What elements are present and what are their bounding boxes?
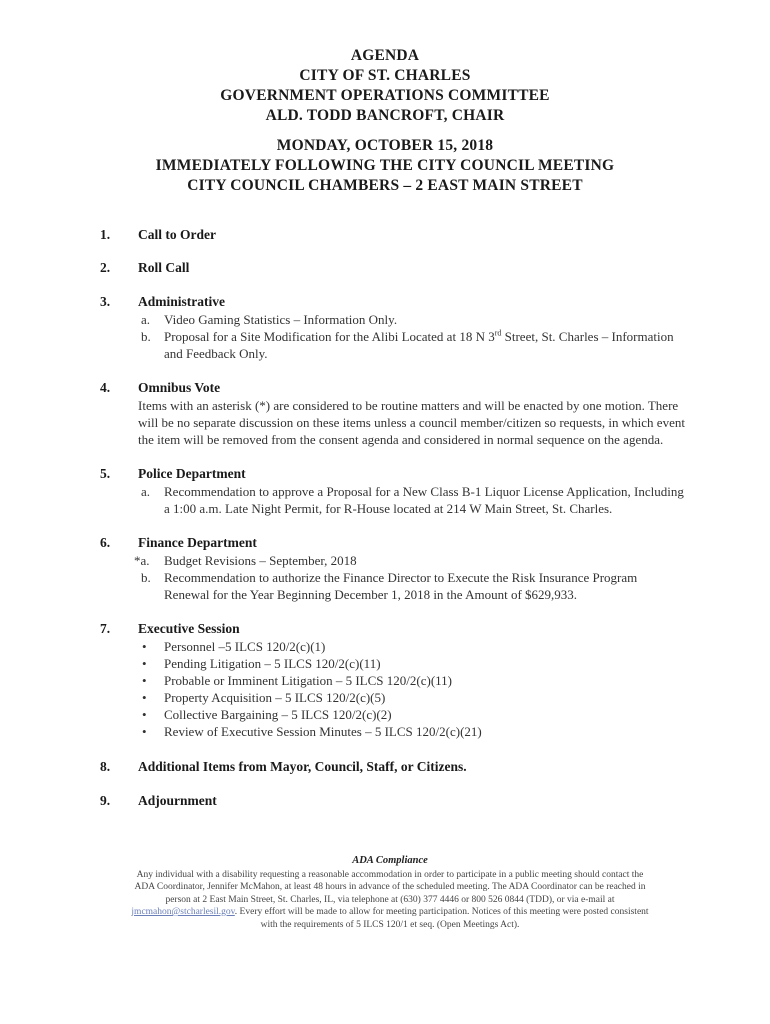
list-item: • Collective Bargaining – 5 ILCS 120/2(c)(2) [142,707,392,722]
list-item: • Review of Executive Session Minutes – 5 ILCS 120/2(c)(21) [142,724,482,739]
ada-title: ADA Compliance [352,855,428,866]
item-number: 1. [100,227,111,242]
sub-item-text: Recommendation to approve a Proposal for a New Class B-1 Liquor License Application, Including a 1:00 a.m. Late Night Permit, for R-House located at 214 W Main Street, St. Charles. [164,484,684,516]
item-title: Police Department [138,466,246,481]
bullet-icon: • [142,656,147,671]
email-link[interactable]: jmcmahon@stcharlesil.gov [131,907,235,917]
sub-item-liquor-license [138,483,685,517]
bullet-icon: • [142,690,147,705]
agenda-item-police-department [100,465,685,517]
agenda-item-finance-department [100,534,685,603]
ada-text: Any individual with a disability requesting a reasonable accommodation in order to participate in a public meeting should contact the ADA Coordinator, Jennifer McMahon, at least 48 hours in advance of the scheduled meeting. The ADA Coordinator can be reached in person at 2 East Main Street, St. Charles, IL, via telephone at (630) 377 4446 or 800 526 0844 (TDD), or via e-mail at jmcmahon@stcharlesil.gov. Every effort will be made to allow for meeting participation. Notices of this meeting were posted consistent with the requirements of 5 ILCS 120/1 et seq. (Open Meetings Act). [131,869,649,930]
item-number: 4. [100,380,111,395]
ordinal-suffix: rd [494,328,502,338]
sub-item-text: Proposal for a Site Modification for the Alibi Located at 18 N 3 [164,329,495,344]
sub-item-site-modification [138,328,685,362]
item-number: 7. [100,621,111,636]
agenda-header [0,46,770,196]
bullet-icon: • [142,707,147,722]
agenda-item-roll-call [100,259,685,277]
ada-compliance-notice [130,855,650,931]
list-item: • Pending Litigation – 5 ILCS 120/2(c)(11) [142,656,381,671]
sub-item-text: Video Gaming Statistics – Information Only. [164,312,398,327]
bullet-icon: • [142,673,147,688]
list-item: • Personnel –5 ILCS 120/2(c)(1) [142,639,326,654]
item-number: 9. [100,793,111,808]
agenda-item-administrative [100,293,685,362]
header-committee: GOVERNMENT OPERATIONS COMMITTEE [220,87,550,104]
omnibus-description: Items with an asterisk (*) are considered to be routine matters and will be enacted by one motion. There will be no separate discussion on these items unless a council member/citizen so requests, in which event the item will be removed from the consent agenda and considered in normal sequence on the agenda. [138,398,685,447]
sub-item-label: *a. [134,553,150,568]
agenda-items [100,226,685,810]
list-item: • Property Acquisition – 5 ILCS 120/2(c)(5) [142,690,386,705]
item-number: 8. [100,759,111,774]
sub-item-text: Budget Revisions – September, 2018 [164,553,357,568]
item-title: Executive Session [138,621,240,636]
bullet-icon: • [142,724,147,739]
sub-item-budget-revisions [134,552,685,569]
item-title: Roll Call [138,260,190,275]
item-number: 6. [100,535,111,550]
sub-item-label: a. [141,484,151,499]
sub-item-risk-insurance [138,569,685,603]
item-number: 2. [100,260,111,275]
sub-item-label: b. [141,329,151,344]
bullet-icon: • [142,639,147,654]
header-city: CITY OF ST. CHARLES [299,67,471,84]
item-title: Adjournment [138,793,217,808]
item-title: Additional Items from Mayor, Council, Staff, or Citizens. [138,759,467,774]
item-number: 5. [100,466,111,481]
header-date: MONDAY, OCTOBER 15, 2018 [276,137,494,154]
sub-item-text-cont: Street, St. Charles – Information and Feedback Only. [164,329,674,361]
list-item: • Probable or Imminent Litigation – 5 ILCS 120/2(c)(11) [142,673,452,688]
item-number: 3. [100,294,111,309]
sub-item-text: Recommendation to authorize the Finance Director to Execute the Risk Insurance Program Renewal for the Year Beginning December 1, 2018 in the Amount of $629,933. [164,570,638,602]
sub-item-video-gaming [138,311,685,328]
item-title: Omnibus Vote [138,380,221,395]
executive-session-list [138,638,685,740]
item-title: Administrative [138,294,225,309]
agenda-item-executive-session [100,620,685,740]
header-agenda: AGENDA [350,47,420,64]
sub-item-label: b. [141,570,151,585]
agenda-item-additional-items [100,758,685,776]
agenda-item-call-to-order [100,226,685,244]
header-time: IMMEDIATELY FOLLOWING THE CITY COUNCIL MEETING [155,157,615,174]
item-title: Finance Department [138,535,257,550]
sub-item-label: a. [141,312,151,327]
agenda-item-omnibus-vote [100,379,685,448]
item-title: Call to Order [138,227,216,242]
agenda-item-adjournment [100,792,685,810]
header-chair: ALD. TODD BANCROFT, CHAIR [265,107,505,124]
header-location: CITY COUNCIL CHAMBERS – 2 EAST MAIN STREET [187,177,583,194]
